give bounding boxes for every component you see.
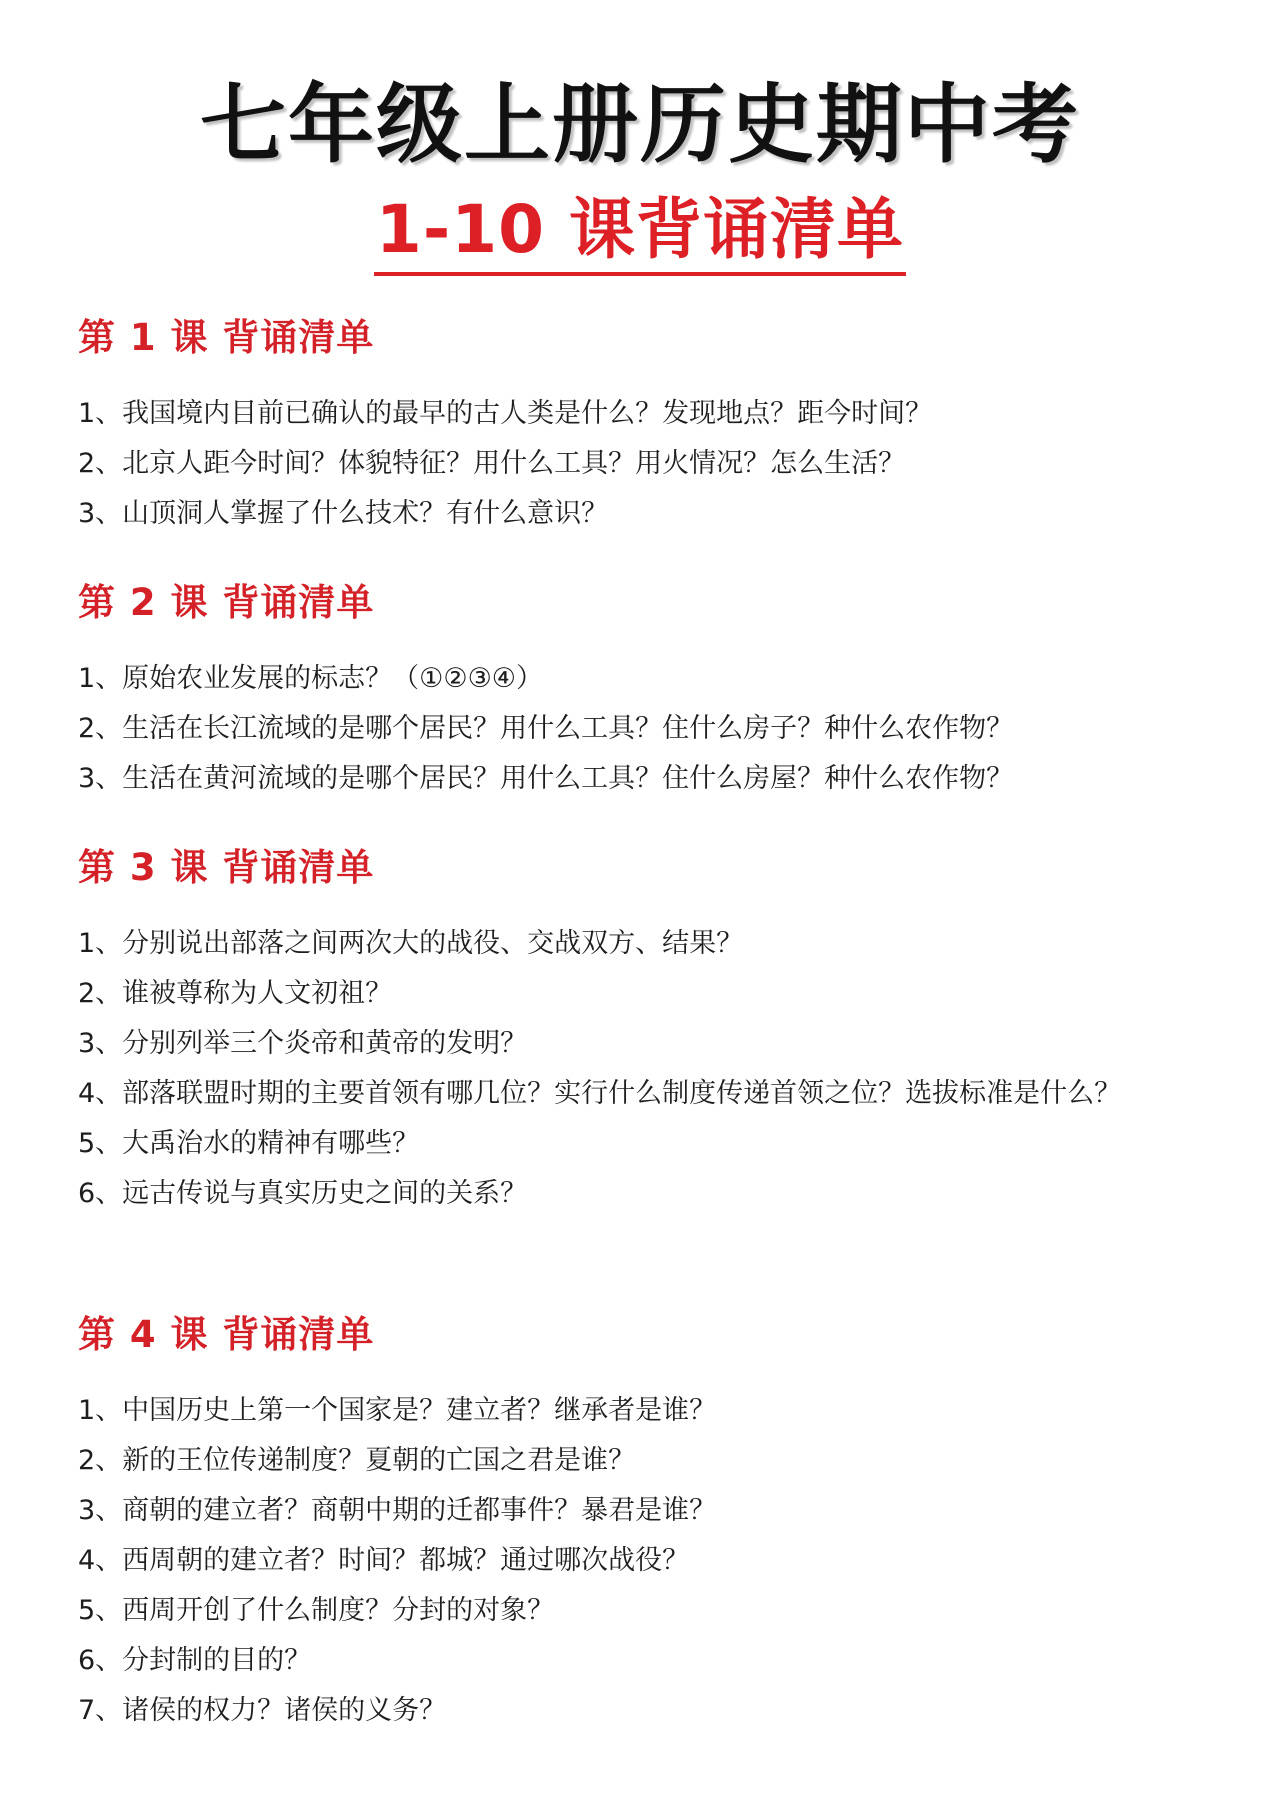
question-item: 1、中国历史上第一个国家是？建立者？继承者是谁？ xyxy=(78,1395,717,1426)
lesson-2-heading: 第 2 课 背诵清单 xyxy=(78,581,375,624)
question-item: 1、原始农业发展的标志？（①②③④） xyxy=(78,663,543,694)
page-subtitle: 1-10 课背诵清单 xyxy=(374,190,906,276)
lesson-3-heading: 第 3 课 背诵清单 xyxy=(78,846,375,889)
question-item: 2、北京人距今时间？体貌特征？用什么工具？用火情况？怎么生活？ xyxy=(78,448,906,479)
lesson-4-question-list xyxy=(78,1386,1228,1736)
question-item: 5、大禹治水的精神有哪些？ xyxy=(78,1128,420,1159)
lesson-1-heading: 第 1 课 背诵清单 xyxy=(78,316,375,359)
lesson-4-heading: 第 4 课 背诵清单 xyxy=(78,1313,375,1356)
question-item: 3、生活在黄河流域的是哪个居民？用什么工具？住什么房屋？种什么农作物？ xyxy=(78,763,1014,794)
question-item: 2、新的王位传递制度？夏朝的亡国之君是谁？ xyxy=(78,1445,636,1476)
lesson-1-question-list xyxy=(78,389,1228,539)
question-item: 7、诸侯的权力？诸侯的义务？ xyxy=(78,1695,447,1726)
question-item: 6、远古传说与真实历史之间的关系？ xyxy=(78,1178,528,1209)
lesson-3-section xyxy=(78,843,1228,1219)
question-item: 2、谁被尊称为人文初祖？ xyxy=(78,978,393,1009)
question-item: 4、西周朝的建立者？时间？都城？通过哪次战役？ xyxy=(78,1545,690,1576)
page-title: 七年级上册历史期中考 xyxy=(200,75,1080,175)
question-item: 6、分封制的目的？ xyxy=(78,1645,312,1676)
subtitle-container xyxy=(0,190,1280,276)
question-item: 5、西周开创了什么制度？分封的对象？ xyxy=(78,1595,555,1626)
question-item: 3、商朝的建立者？商朝中期的迁都事件？暴君是谁？ xyxy=(78,1495,717,1526)
lesson-3-question-list xyxy=(78,919,1228,1219)
question-item: 2、生活在长江流域的是哪个居民？用什么工具？住什么房子？种什么农作物？ xyxy=(78,713,1014,744)
lesson-2-question-list xyxy=(78,654,1228,804)
question-item: 1、分别说出部落之间两次大的战役、交战双方、结果？ xyxy=(78,928,744,959)
question-item: 4、部落联盟时期的主要首领有哪几位？实行什么制度传递首领之位？选拔标准是什么？ xyxy=(78,1078,1122,1109)
question-item: 1、我国境内目前已确认的最早的古人类是什么？发现地点？距今时间？ xyxy=(78,398,933,429)
question-item: 3、山顶洞人掌握了什么技术？有什么意识？ xyxy=(78,498,609,529)
question-item: 3、分别列举三个炎帝和黄帝的发明？ xyxy=(78,1028,528,1059)
lesson-4-section xyxy=(78,1310,1228,1736)
lesson-2-section xyxy=(78,578,1228,804)
lesson-1-section xyxy=(78,313,1228,539)
